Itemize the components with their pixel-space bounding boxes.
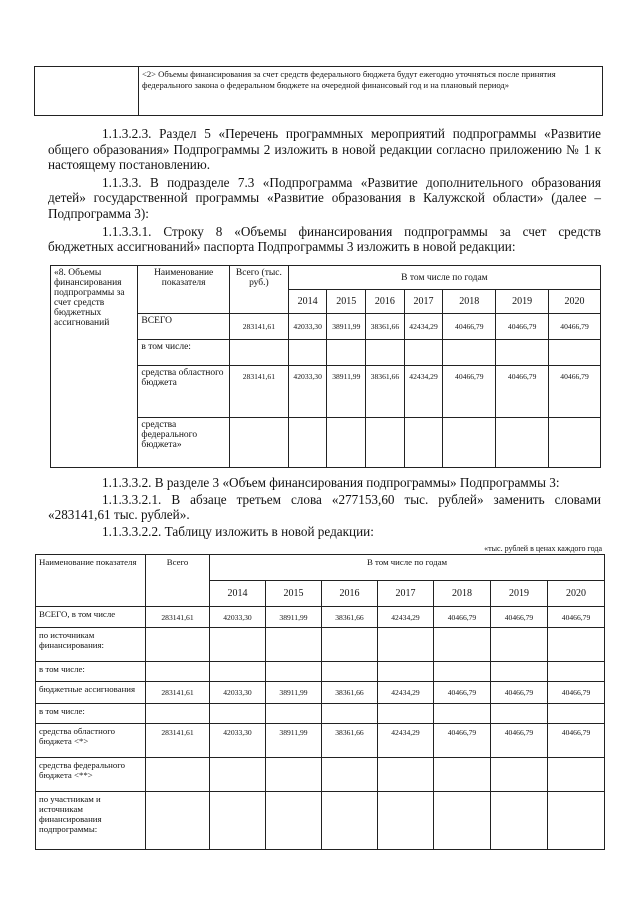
row-label: по источникам финансирования: (36, 628, 146, 662)
row-value (378, 662, 434, 682)
row-value: 38361,66 (322, 724, 378, 758)
row-value (266, 704, 322, 724)
row-value (549, 418, 601, 468)
row-value: 40466,79 (549, 366, 601, 418)
row-value: 40466,79 (491, 682, 548, 704)
passport-year: 2018 (443, 290, 496, 314)
row-value (366, 418, 405, 468)
footnote-table (34, 66, 603, 116)
row-value (434, 662, 491, 682)
row-value (434, 704, 491, 724)
row-total: 283141,61 (146, 682, 210, 704)
row-label: в том числе: (138, 340, 229, 366)
row-value: 40466,79 (496, 314, 549, 340)
row-value (378, 628, 434, 662)
fin-col-years: В том числе по годам (210, 555, 605, 581)
row-value: 42434,29 (378, 724, 434, 758)
row-value (491, 704, 548, 724)
row-value (266, 662, 322, 682)
paragraph-1-1-3-3: 1.1.3.3. В подразделе 7.3 «Подпрограмма «Развитие дополнительного образования детей» государственной программы «Развитие образования в Калужской области» (далее – Подпрограмма 3): (48, 174, 601, 221)
row-total: 283141,61 (229, 314, 288, 340)
row-value (266, 792, 322, 850)
passport-year: 2019 (496, 290, 549, 314)
row-value (322, 662, 378, 682)
passport-row-label: «8. Объемы финансирования подпрограммы за счет средств бюджетных ассигнований (51, 266, 138, 468)
row-value: 38361,66 (366, 366, 405, 418)
table-row (36, 704, 605, 724)
row-value (496, 340, 549, 366)
row-value (322, 758, 378, 792)
row-value (548, 662, 605, 682)
row-value (378, 704, 434, 724)
row-value (288, 418, 327, 468)
row-value (327, 340, 366, 366)
row-label: в том числе: (36, 704, 146, 724)
row-value (404, 340, 443, 366)
row-label: средства областного бюджета (138, 366, 229, 418)
row-value: 42434,29 (404, 314, 443, 340)
row-value (210, 628, 266, 662)
passport-financing-table (50, 265, 601, 468)
row-value (210, 662, 266, 682)
row-value (327, 418, 366, 468)
row-value (266, 628, 322, 662)
row-value: 42033,30 (288, 366, 327, 418)
row-value: 42033,30 (210, 682, 266, 704)
row-value (288, 340, 327, 366)
table-row (36, 792, 605, 850)
row-value (491, 662, 548, 682)
row-value (210, 792, 266, 850)
row-value: 38911,99 (266, 724, 322, 758)
row-value: 40466,79 (434, 682, 491, 704)
body-text-block-2 (48, 475, 601, 539)
fin-year: 2018 (434, 581, 491, 607)
fin-year: 2015 (266, 581, 322, 607)
row-value (491, 628, 548, 662)
row-value: 40466,79 (496, 366, 549, 418)
passport-year: 2016 (366, 290, 405, 314)
paragraph-1-1-3-3-2-2: 1.1.3.3.2.2. Таблицу изложить в новой редакции: (102, 523, 374, 539)
row-value (491, 758, 548, 792)
row-value: 40466,79 (548, 607, 605, 628)
row-total (229, 418, 288, 468)
body-text-block-1 (48, 126, 601, 255)
row-value (404, 418, 443, 468)
fin-year: 2017 (378, 581, 434, 607)
passport-year: 2015 (327, 290, 366, 314)
row-value: 40466,79 (491, 724, 548, 758)
row-value: 42434,29 (404, 366, 443, 418)
row-value (491, 792, 548, 850)
footnote-text: <2> Объемы финансирования за счет средств федерального бюджета будут ежегодно уточняться после принятия федерального закона о федеральном бюджете на очередной финансовый год и на плановый период» (139, 67, 603, 116)
row-label: средства областного бюджета <*> (36, 724, 146, 758)
table-row (36, 662, 605, 682)
row-total (146, 792, 210, 850)
passport-col-name: Наименование показателя (138, 266, 229, 314)
row-value (443, 418, 496, 468)
row-value (378, 792, 434, 850)
paragraph-1-1-3-3-2-1: 1.1.3.3.2.1. В абзаце третьем слова «277153,60 тыс. рублей» заменить словами «283141,61 тыс. рублей». (48, 491, 601, 523)
row-value (434, 758, 491, 792)
row-label: в том числе: (36, 662, 146, 682)
table-row (36, 628, 605, 662)
row-value: 40466,79 (434, 607, 491, 628)
row-total: 283141,61 (229, 366, 288, 418)
row-value (434, 628, 491, 662)
row-value (322, 792, 378, 850)
row-value: 38911,99 (266, 607, 322, 628)
paragraph-1-1-3-3-2: 1.1.3.3.2. В разделе 3 «Объем финансирования подпрограммы» Подпрограммы 3: (102, 475, 560, 490)
fin-year: 2016 (322, 581, 378, 607)
row-value: 42434,29 (378, 682, 434, 704)
paragraph-1-1-3-2-3: 1.1.3.2.3. Раздел 5 «Перечень программных мероприятий подпрограммы «Развитие общего образования» Подпрограммы 2 изложить в новой редакции согласно приложению № 1 к настоящему постановлению. (48, 126, 601, 173)
row-total (146, 704, 210, 724)
row-total (146, 662, 210, 682)
row-value: 40466,79 (443, 314, 496, 340)
passport-year: 2014 (288, 290, 327, 314)
row-value (378, 758, 434, 792)
table-row (36, 724, 605, 758)
row-value (210, 704, 266, 724)
row-value: 40466,79 (549, 314, 601, 340)
row-value: 40466,79 (548, 682, 605, 704)
row-value: 38361,66 (366, 314, 405, 340)
row-total: 283141,61 (146, 607, 210, 628)
row-value: 42033,30 (210, 724, 266, 758)
row-value: 38911,99 (266, 682, 322, 704)
row-value (548, 704, 605, 724)
row-value: 38361,66 (322, 607, 378, 628)
row-value: 42033,30 (288, 314, 327, 340)
financing-volume-table (35, 554, 605, 850)
row-value (210, 758, 266, 792)
row-label: по участникам и источникам финансирования подпрограммы: (36, 792, 146, 850)
row-value (443, 340, 496, 366)
table-unit-note: «тыс. рублей в ценах каждого года (484, 544, 602, 553)
row-value (434, 792, 491, 850)
row-value: 38361,66 (322, 682, 378, 704)
table-row (36, 607, 605, 628)
row-value (322, 628, 378, 662)
row-value: 40466,79 (491, 607, 548, 628)
row-value (366, 340, 405, 366)
row-value (322, 704, 378, 724)
row-total (229, 340, 288, 366)
passport-year: 2020 (549, 290, 601, 314)
row-label: средства федерального бюджета» (138, 418, 229, 468)
fin-year: 2019 (491, 581, 548, 607)
passport-year: 2017 (404, 290, 443, 314)
row-value: 40466,79 (443, 366, 496, 418)
fin-year: 2014 (210, 581, 266, 607)
table-row (36, 758, 605, 792)
row-value: 38911,99 (327, 366, 366, 418)
row-value: 40466,79 (434, 724, 491, 758)
row-value (548, 628, 605, 662)
row-value (548, 758, 605, 792)
row-label: бюджетные ассигнования (36, 682, 146, 704)
table-row (36, 682, 605, 704)
row-label: ВСЕГО, в том числе (36, 607, 146, 628)
passport-col-total: Всего (тыс. руб.) (229, 266, 288, 314)
paragraph-1-1-3-3-1: 1.1.3.3.1. Строку 8 «Объемы финансирования подпрограммы за счет средств бюджетных ассигнований» паспорта Подпрограммы 3 изложить в новой редакции: (48, 223, 601, 255)
row-value: 38911,99 (327, 314, 366, 340)
fin-col-total: Всего (146, 555, 210, 607)
fin-col-name: Наименование показателя (36, 555, 146, 607)
footnote-blank-cell (35, 67, 139, 116)
row-value (266, 758, 322, 792)
row-value (549, 340, 601, 366)
row-value: 42434,29 (378, 607, 434, 628)
row-total: 283141,61 (146, 724, 210, 758)
row-total (146, 758, 210, 792)
row-value (496, 418, 549, 468)
row-label: ВСЕГО (138, 314, 229, 340)
passport-col-years: В том числе по годам (288, 266, 600, 290)
fin-year: 2020 (548, 581, 605, 607)
row-value (548, 792, 605, 850)
row-value: 42033,30 (210, 607, 266, 628)
row-total (146, 628, 210, 662)
row-value: 40466,79 (548, 724, 605, 758)
row-label: средства федерального бюджета <**> (36, 758, 146, 792)
